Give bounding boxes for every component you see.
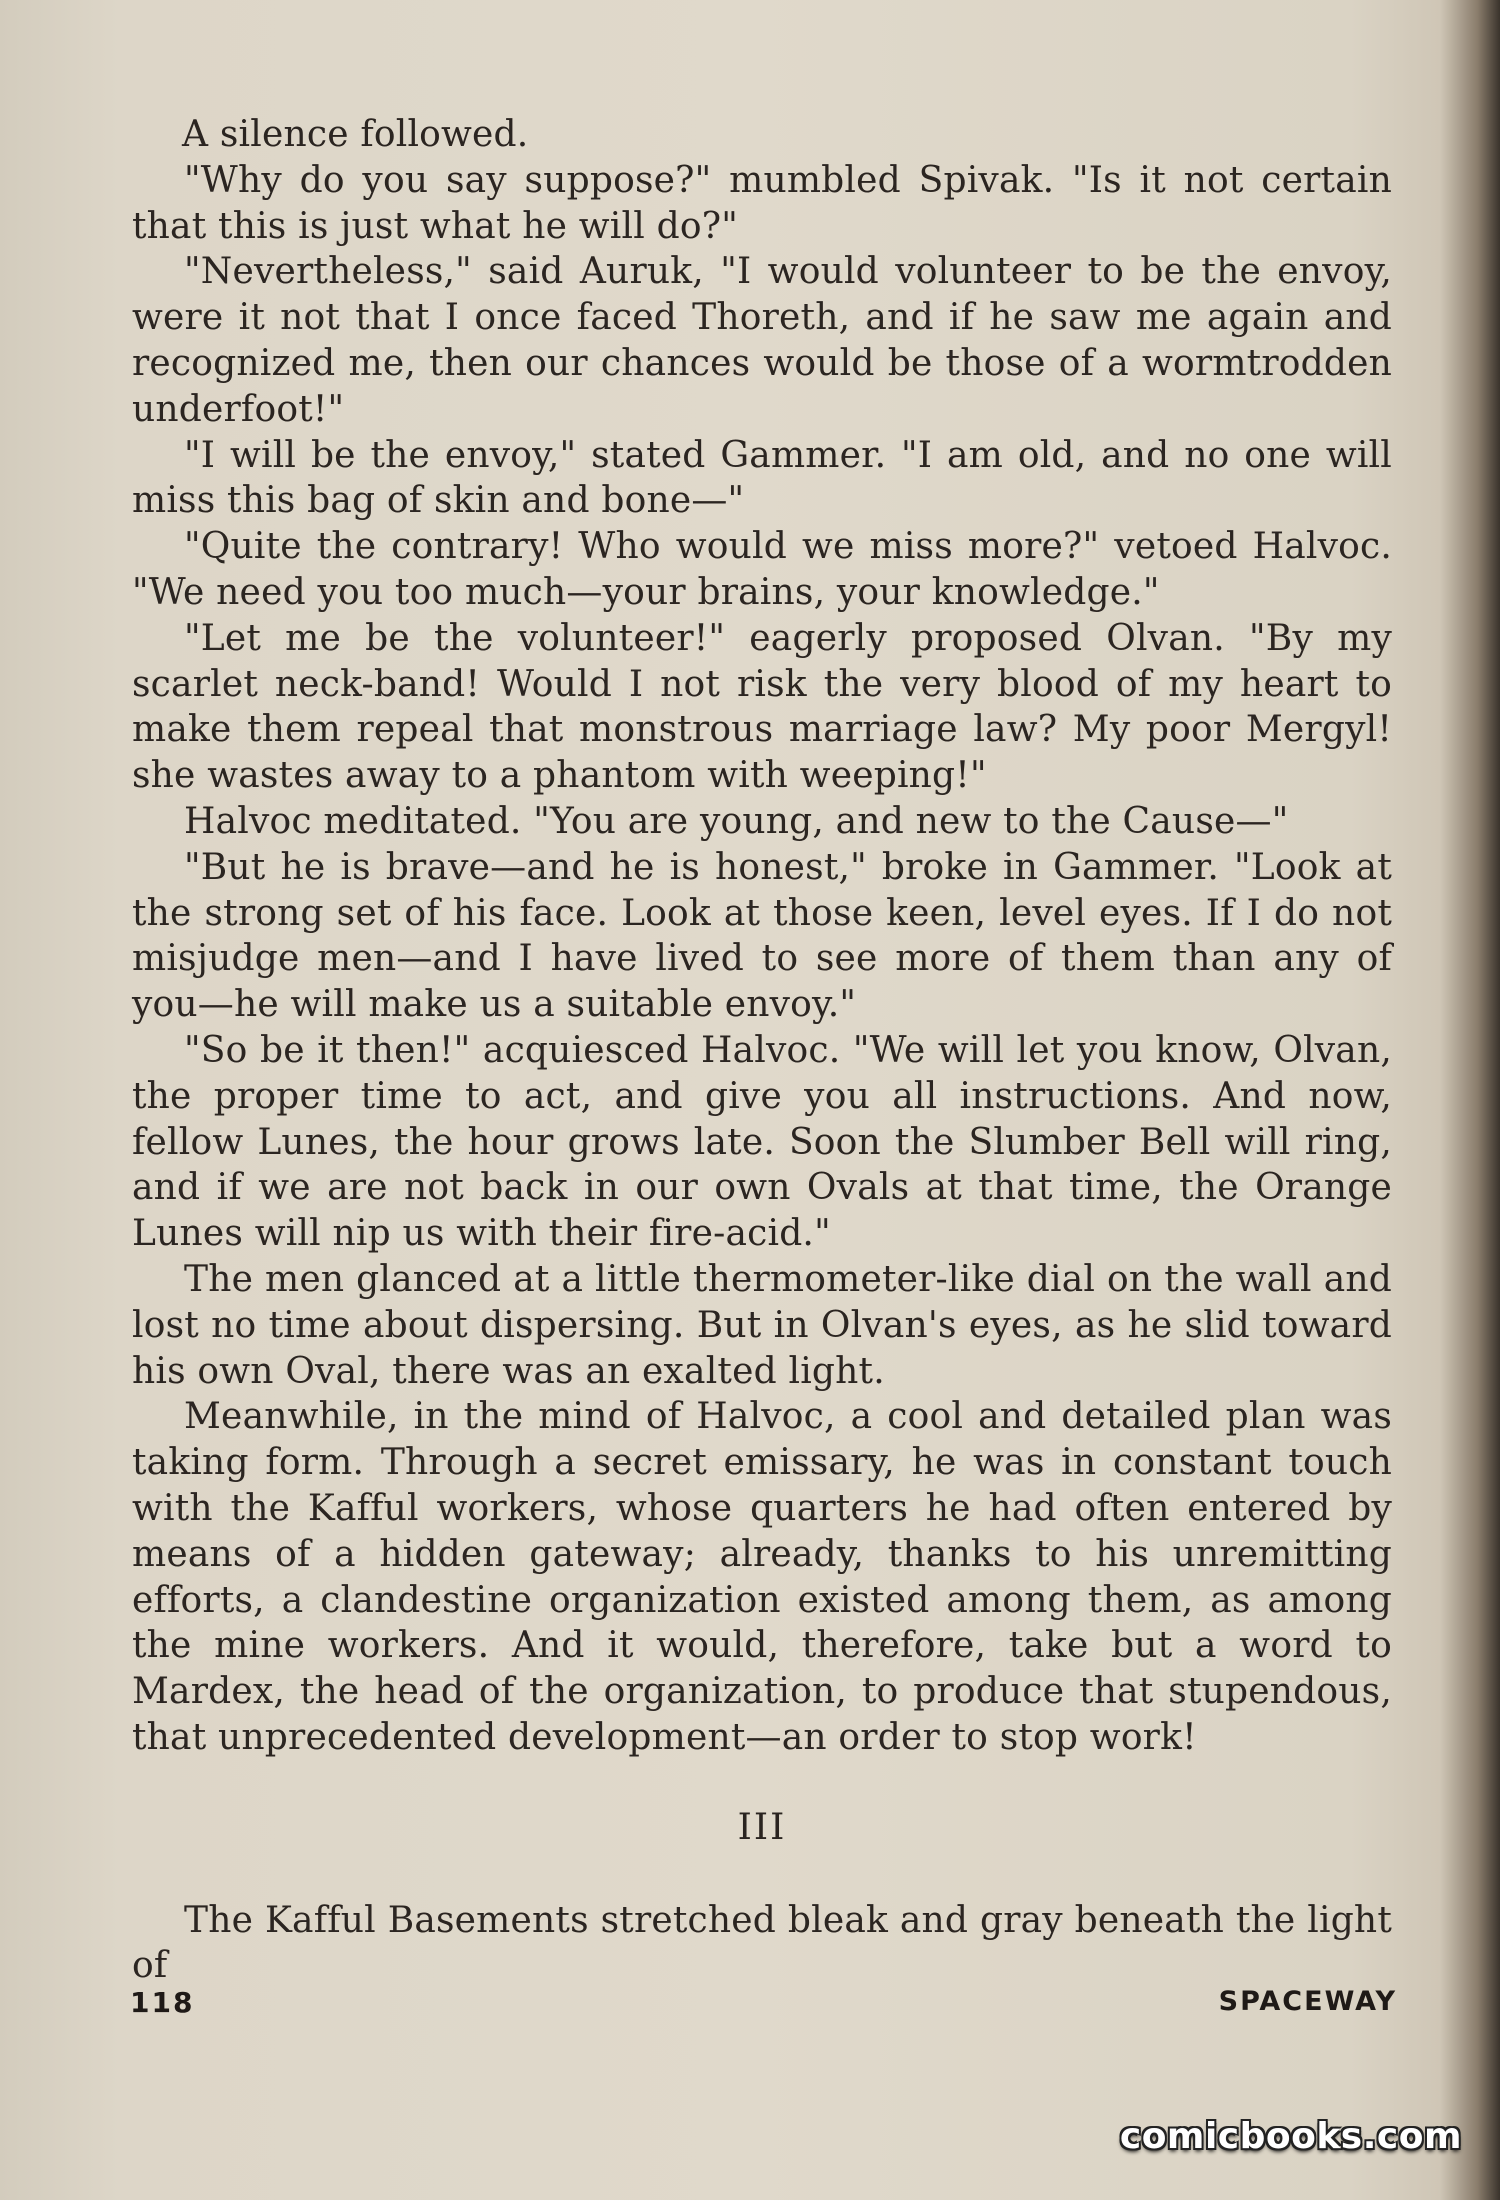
paragraph: Meanwhile, in the mind of Halvoc, a cool and detailed plan was taking form. Through a secret emissary, he was in constant touch with the Kafful workers, whose quarters he had often entered by means of a hidden gateway; already, thanks to his unremitting efforts, a clandestine organization existed among them, as among the mine workers. And it would, therefore, take but a word to Mardex, the head of the organization, to produce that stupendous, that unprecedented development—an order to stop work! [132, 1396, 1392, 1758]
paragraph: Halvoc meditated. "You are young, and new to the Cause—" [184, 800, 1289, 842]
paragraph: "I will be the envoy," stated Gammer. "I am old, and no one will miss this bag of skin and bone—" [132, 434, 1392, 522]
page-number: 118 [130, 1986, 195, 2019]
paragraph: "Quite the contrary! Who would we miss more?" vetoed Halvoc. "We need you too much—your brains, your knowledge." [132, 526, 1392, 613]
paragraph: A silence followed. [182, 114, 529, 155]
paragraph: "So be it then!" acquiesced Halvoc. "We will let you know, Olvan, the proper time to act, and give you all instructions. And now, fellow Lunes, the hour grows late. Soon the Slumber Bell will ring, and if we are not back in our own Ovals at that time, the Orange Lunes will nip us with their fire-acid." [132, 1029, 1392, 1255]
paragraph: "Nevertheless," said Auruk, "I would volunteer to be the envoy, were it not that I once faced Thoreth, and if he saw me again and recognized me, then our chances would be those of a wormtrodden underfoot!" [132, 251, 1392, 430]
magazine-title: SPACEWAY [1218, 1986, 1397, 2017]
watermark: comicbooks.com [1119, 2116, 1462, 2157]
body-text [132, 112, 1392, 1989]
chapter-heading: III [737, 1806, 787, 1848]
paragraph: The Kafful Basements stretched bleak and gray beneath the light of [132, 1899, 1392, 1987]
paragraph: "But he is brave—and he is honest," broke in Gammer. "Look at the strong set of his face. Look at those keen, level eyes. If I do not misjudge men—and I have lived to see more of them than any of you—he will make us a suitable envoy." [132, 846, 1392, 1026]
paragraph: "Let me be the volunteer!" eagerly proposed Olvan. "By my scarlet neck-band! Would I not risk the very blood of my heart to make them repeal that monstrous marriage law? My poor Mergyl! she wastes away to a phantom with weeping!" [132, 617, 1392, 797]
paragraph: "Why do you say suppose?" mumbled Spivak. "Is it not certain that this is just what he will do?" [132, 159, 1392, 247]
paragraph: The men glanced at a little thermometer-like dial on the wall and lost no time about dispersing. But in Olvan's eyes, as he slid toward his own Oval, there was an exalted light. [132, 1258, 1392, 1392]
